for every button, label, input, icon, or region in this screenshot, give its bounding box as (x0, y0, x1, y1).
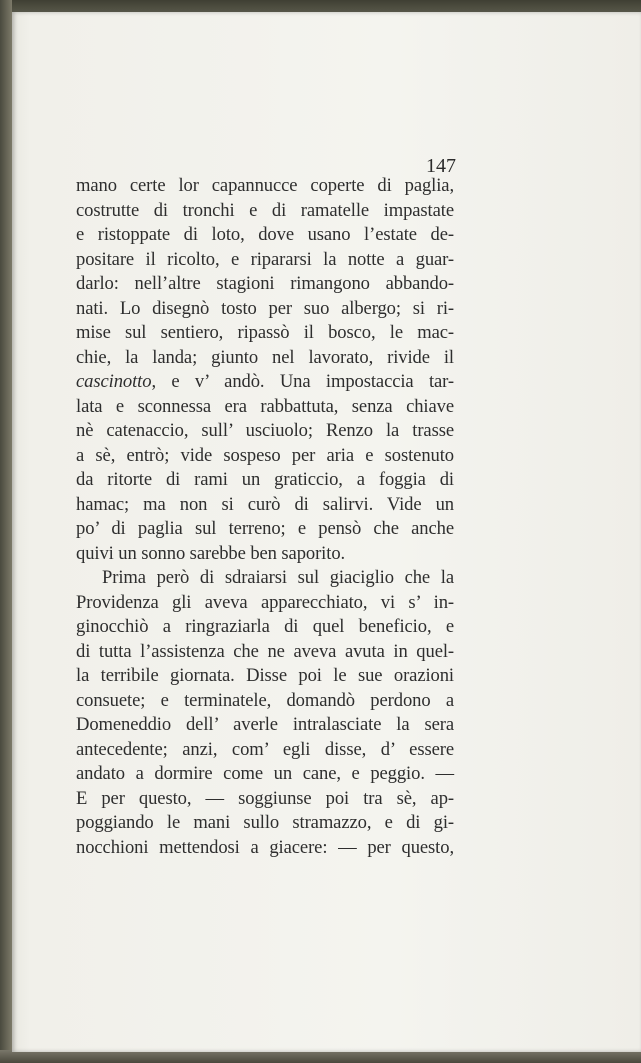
text-line: costrutte di tronchi e di ramatelle impastate (76, 199, 454, 221)
text-line: lata e sconnessa era rabbattuta, senza chiave (76, 395, 454, 417)
text-line: chie, la landa; giunto nel lavorato, rivide il (76, 346, 454, 368)
text-line: consuete; e terminatele, domandò perdono a (76, 689, 454, 711)
text-line: nocchioni mettendosi a giacere: — per questo, (76, 836, 454, 858)
text-line: positare il ricolto, e ripararsi la notte a guar- (76, 248, 454, 270)
text-line: Providenza gli aveva apparecchiato, vi s’ in- (76, 591, 454, 613)
text-line: quivi un sonno sarebbe ben saporito. (76, 542, 346, 564)
text-line: poggiando le mani sullo stramazzo, e di gi- (76, 812, 454, 833)
text-line: hamac; ma non si curò di salirvi. Vide un (76, 493, 454, 515)
text-line: mise sul sentiero, ripassò il bosco, le mac- (76, 322, 454, 343)
text-line: e ristoppate di loto, dove usano l’estate de- (76, 224, 454, 245)
text-line: la terribile giornata. Disse poi le sue orazioni (76, 665, 454, 686)
text-line: di tutta l’assistenza che ne aveva avuta in quel- (76, 640, 454, 662)
page-body-text (76, 174, 454, 860)
text-line-paragraph-start: Prima però di sdraiarsi sul giaciglio che la (102, 567, 454, 588)
text-line: Domeneddio dell’ averle intralasciate la sera (76, 714, 454, 735)
text-line: nati. Lo disegnò tosto per suo albergo; si ri- (76, 297, 454, 319)
book-binding-edge (0, 0, 12, 1063)
text-line: nè catenaccio, sull’ usciuolo; Renzo la trasse (76, 420, 454, 441)
text-line: cascinotto, e v’ andò. Una impostaccia tar- (76, 371, 454, 392)
text-line: po’ di paglia sul terreno; e pensò che anche (76, 518, 454, 539)
text-line: darlo: nell’altre stagioni rimangono abbando- (76, 273, 454, 294)
page-number: 147 (426, 155, 456, 177)
text-line: a sè, entrò; vide sospeso per aria e sostenuto (76, 444, 454, 466)
text-line: E per questo, — soggiunse poi tra sè, ap- (76, 787, 454, 809)
text-line: ginocchiò a ringraziarla di quel beneficio, e (76, 616, 454, 637)
text-line: mano certe lor capannucce coperte di paglia, (76, 175, 454, 196)
italic-word: cascinotto (76, 371, 152, 392)
text-line: da ritorte di rami un graticcio, a foggia di (76, 469, 454, 490)
text-line: andato a dormire come un cane, e peggio. — (76, 763, 454, 784)
text-line: antecedente; anzi, com’ egli disse, d’ essere (76, 738, 454, 760)
